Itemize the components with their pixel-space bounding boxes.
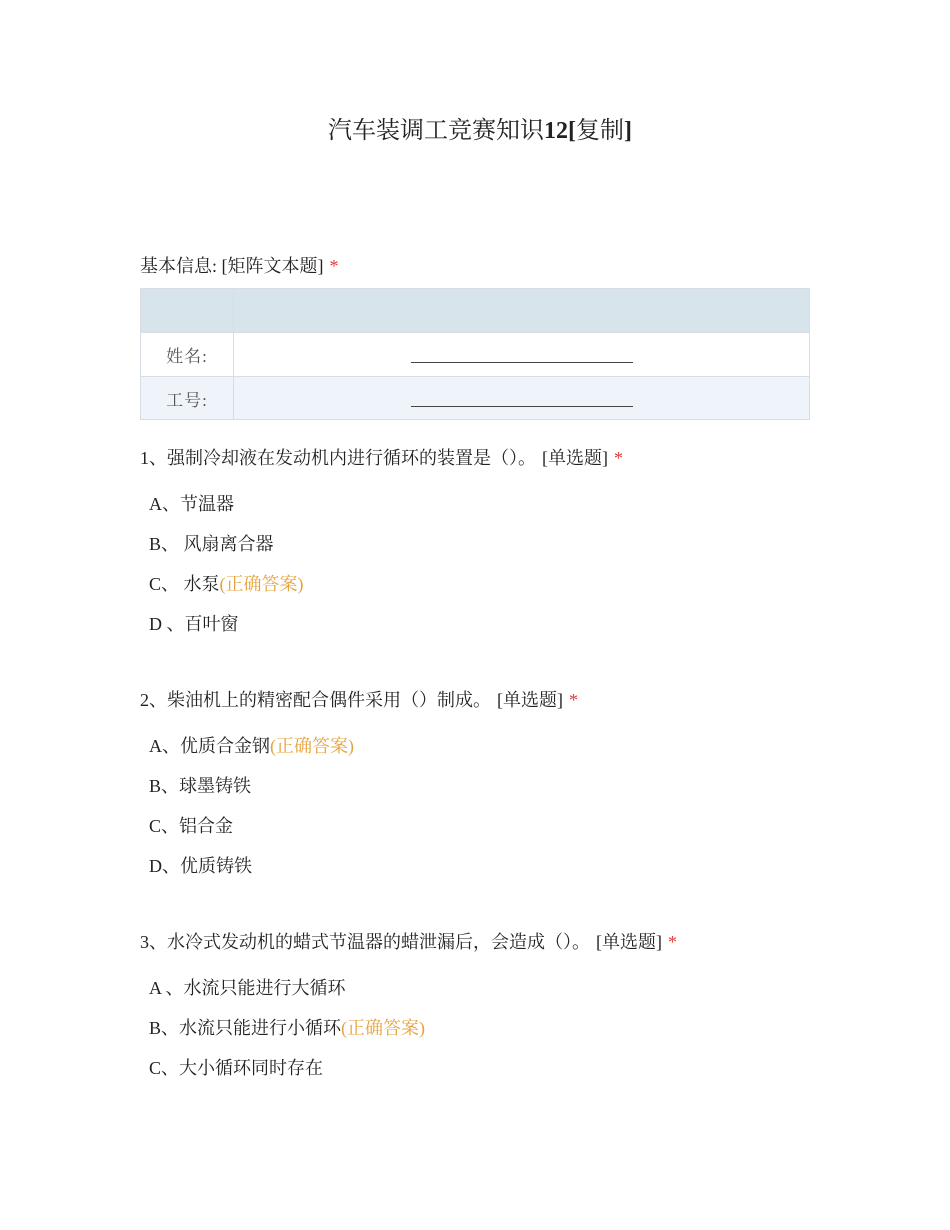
option-3a[interactable] [149,974,346,1000]
question-number: 1、 [140,448,167,468]
matrix-label: 基本信息: [140,256,218,276]
title-close: ] [624,118,632,144]
required-marker: * [329,256,339,276]
employee-id-label: 工号: [141,377,234,420]
question-text: 水冷式发动机的蜡式节温器的蜡泄漏后，会造成（）。 [167,932,590,952]
option-text: D、优质铸铁 [149,856,252,876]
question-text: 强制冷却液在发动机内进行循环的装置是（）。 [167,448,536,468]
question-2 [140,686,578,712]
name-input[interactable] [234,333,810,377]
question-type: [单选题] [596,932,662,952]
correct-answer-tag: (正确答案) [270,736,354,756]
matrix-table [140,288,810,420]
option-1a[interactable] [149,490,234,516]
option-text: A、节温器 [149,494,234,514]
option-1b[interactable] [149,530,274,556]
matrix-question-label [140,252,339,278]
employee-id-blank-line[interactable] [411,392,633,407]
option-text: B、 风扇离合器 [149,534,274,554]
option-2b[interactable] [149,772,251,798]
required-marker: * [569,690,578,710]
option-text: A 、水流只能进行大循环 [149,978,346,998]
option-text: D 、百叶窗 [149,614,239,634]
option-text: A、优质合金钢 [149,736,270,756]
option-1d[interactable] [149,610,239,636]
option-text: B、球墨铸铁 [149,776,252,796]
page-title [0,110,950,145]
question-text: 柴油机上的精密配合偶件采用（）制成。 [167,690,491,710]
matrix-row-id [141,377,810,420]
name-blank-line[interactable] [411,348,633,363]
option-1c[interactable] [149,570,304,596]
question-3 [140,928,677,954]
question-1 [140,444,623,470]
matrix-row-name [141,333,810,377]
option-2c[interactable] [149,812,233,838]
question-type: [单选题] [497,690,563,710]
option-3c[interactable] [149,1054,323,1080]
option-text: B、水流只能进行小循环 [149,1018,342,1038]
matrix-header-cell [234,289,810,333]
option-text: C、 水泵 [149,574,220,594]
option-2a[interactable] [149,732,354,758]
title-number: 12[ [544,118,576,144]
employee-id-input[interactable] [234,377,810,420]
matrix-header-row [141,289,810,333]
matrix-type: [矩阵文本题] [221,256,324,276]
question-type: [单选题] [542,448,608,468]
required-marker: * [668,932,677,952]
question-number: 2、 [140,690,167,710]
correct-answer-tag: (正确答案) [341,1018,426,1038]
matrix-header-cell [141,289,234,333]
option-text: C、大小循环同时存在 [149,1058,324,1078]
correct-answer-tag: (正确答案) [219,574,304,594]
title-copy: 复制 [576,118,624,144]
name-label: 姓名: [141,333,234,377]
required-marker: * [614,448,623,468]
question-number: 3、 [140,932,167,952]
option-text: C、铝合金 [149,816,234,836]
option-3b[interactable] [149,1014,425,1040]
title-text: 汽车装调工竞赛知识 [328,118,544,144]
option-2d[interactable] [149,852,252,878]
